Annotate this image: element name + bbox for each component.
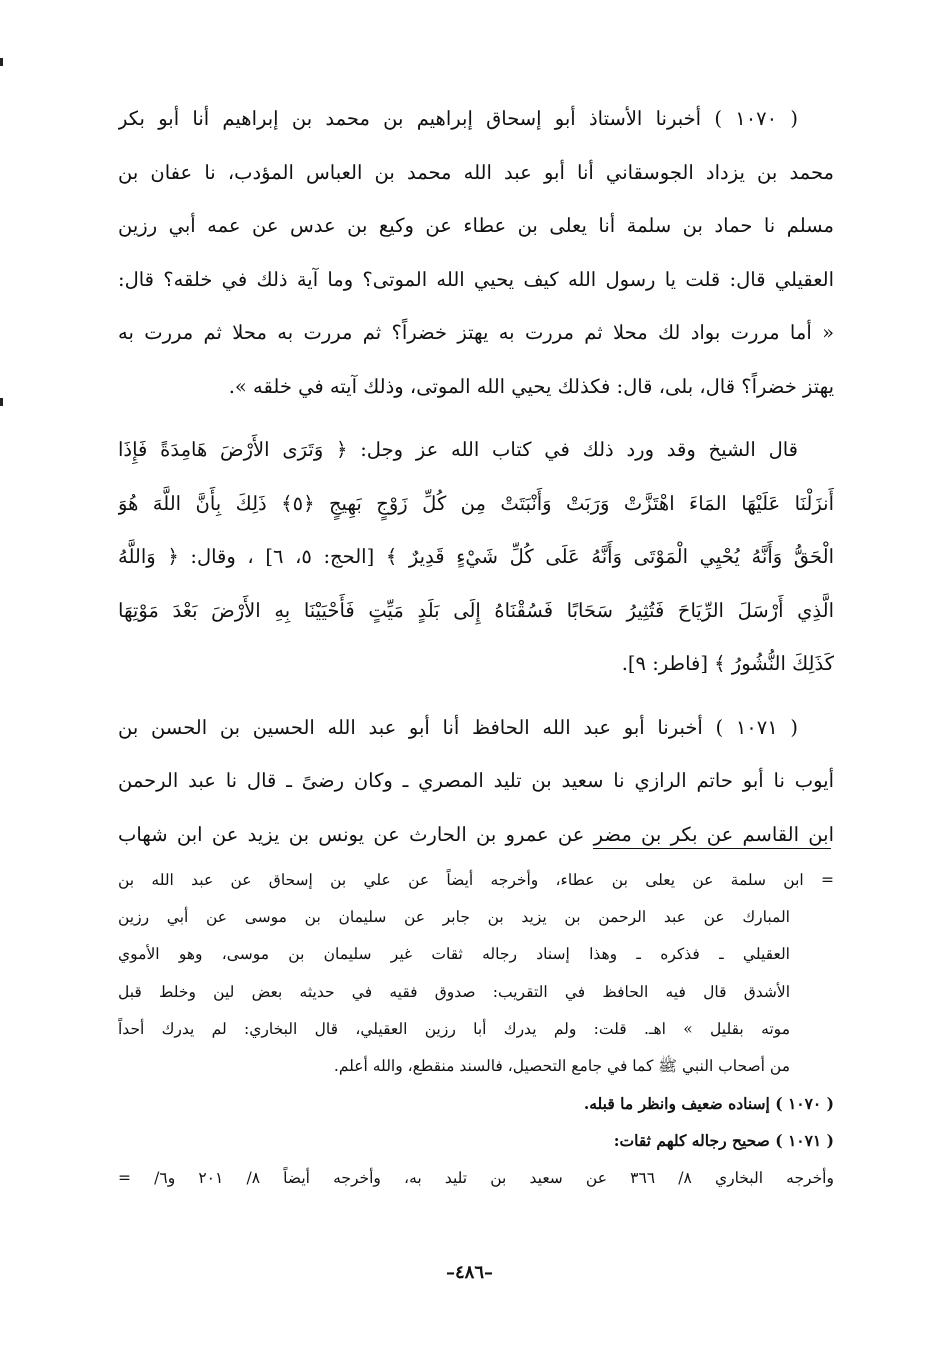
- text-line: قال الشيخ وقد ورد ذلك في كتاب الله عز وجل: ﴿ وَتَرَى الأَرْضَ هَامِدَةً فَإِذَا: [118, 438, 798, 461]
- footnote-line: الأشدق قال فيه الحافظ في التقريب: صدوق فقيه في حديثه بعض لين وخلط قبل: [118, 982, 790, 1001]
- shaykh-comment: [118, 423, 834, 691]
- scan-edge-mark: [0, 398, 3, 406]
- quran-line: أَنزَلْنَا عَلَيْهَا المَاءَ اهْتَزَّتْ وَرَبَتْ وَأَنْبَتَتْ مِن كُلِّ زَوْجٍ بَهِيجٍ ﴿٥﴾ ذَلِكَ بِأَنَّ اللَّهَ هُوَ: [118, 491, 834, 515]
- footnotes: [118, 862, 834, 1197]
- text-line: ابن القاسم عن بكر بن مضر عن عمرو بن الحارث عن يونس بن يزيد عن ابن شهاب: [118, 822, 834, 846]
- hadith-1070: [118, 92, 834, 413]
- footnote-1071-detail: وأخرجه البخاري ٨/ ٣٦٦ عن سعيد بن تليد به، وأخرجه أيضاً ٨/ ٢٠١ و٦/ =: [118, 1168, 834, 1187]
- footnote-line: المبارك عن عبد الرحمن بن يزيد بن جابر عن سليمان بن موسى عن أبي رزين: [118, 908, 790, 927]
- quran-line: كَذَلِكَ النُّشُورُ ﴾ [فاطر: ٩].: [621, 652, 834, 675]
- scan-edge-mark: [0, 58, 3, 66]
- text-line: محمد بن يزداد الجوسقاني أنا أبو عبد الله محمد بن العباس المؤدب، نا عفان بن: [118, 160, 834, 184]
- text-line: ( ١٠٧١ ) أخبرنا أبو عبد الله الحافظ أنا أبو عبد الله الحسين بن الحسن بن: [118, 715, 799, 739]
- hadith-1071: [118, 701, 834, 862]
- page-number: –٤٨٦–: [445, 1262, 493, 1283]
- text-line: يهتز خضراً؟ قال، بلى، قال: فكذلك يحيي الله الموتى، وذلك آيته في خلقه ».: [228, 374, 834, 398]
- text-line: مسلم نا حماد بن سلمة أنا يعلى بن عطاء عن وكيع بن عدس عن عمه أبي رزين: [118, 214, 834, 237]
- footnote-1070: ( ١٠٧٠ ) إسناده ضعيف وانظر ما قبله.: [583, 1094, 834, 1114]
- text-line: العقيلي قال: قلت يا رسول الله كيف يحيي الله الموتى؟ وما آية ذلك في خلقه؟ قال:: [118, 267, 834, 291]
- footnote-line: موته بقليل » اهـ. قلت: ولم يدرك أبا رزين العقيلي، قال البخاري: لم يدرك أحداً: [118, 1019, 790, 1038]
- quran-line: الَّذِي أَرْسَلَ الرِّيَاحَ فَتُثِيرُ سَحَابًا فَسُقْنَاهُ إِلَى بَلَدٍ مَيِّتٍ فَأَحْيَيْنَا بِهِ الأَرْضَ بَعْدَ مَوْتِهَا: [118, 598, 834, 622]
- footnote-line: = ابن سلمة عن يعلى بن عطاء، وأخرجه أيضاً عن علي بن إسحاق عن عبد الله بن: [118, 871, 834, 889]
- footnote-line: العقيلي ـ فذكره ـ وهذا إسناد رجاله ثقات غير سليمان بن موسى، وهو الأموي: [118, 945, 790, 964]
- quran-line: الْحَقُّ وَأَنَّهُ يُحْيِي الْمَوْتَى وَأَنَّهُ عَلَى كُلِّ شَيْءٍ قَدِيرٌ ﴾ [الحج: ٥، ٦] ، وقال: ﴿ وَاللَّهُ: [118, 545, 834, 568]
- footnote-line: من أصحاب النبي ﷺ كما في جامع التحصيل، فالسند منقطع، والله أعلم.: [333, 1057, 790, 1076]
- text-line: أيوب نا أبو حاتم الرازي نا سعيد بن تليد المصري ـ وكان رضىً ـ قال نا عبد الرحمن: [118, 769, 834, 792]
- main-text-body: [118, 92, 834, 871]
- text-line: ( ١٠٧٠ ) أخبرنا الأستاذ أبو إسحاق إبراهيم بن محمد بن إبراهيم أنا أبو بكر: [118, 107, 798, 130]
- footnote-1071: ( ١٠٧١ ) صحيح رجاله كلهم ثقات:: [613, 1131, 834, 1151]
- text-line: « أما مررت بواد لك محلا ثم مررت به يهتز خضراً؟ ثم مررت به محلا ثم مررت به: [118, 321, 834, 344]
- footnote-divider: [593, 848, 831, 849]
